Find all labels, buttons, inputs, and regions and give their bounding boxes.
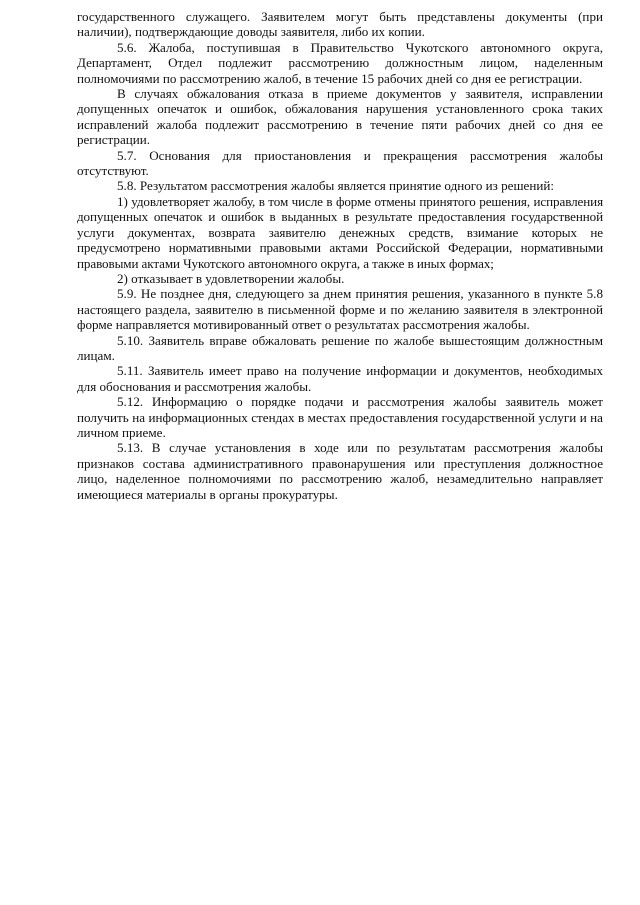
document-page <box>77 9 603 502</box>
paragraph-5-8: 5.8. Результатом рассмотрения жалобы является принятие одного из решений: <box>117 178 555 194</box>
paragraph-5-12: 5.12. Информацию о порядке подачи и рассмотрения жалобы заявитель может получить на информационных стендах в местах предоставления государственной услуги и на личном приеме. <box>77 394 603 440</box>
paragraph-refusal-cases: В случаях обжалования отказа в приеме документов у заявителя, исправлении допущенных опечаток и ошибок, обжалования нарушения установленного срока таких исправлений жалоба подлежит рассмотрению в течение пяти рабочих дней со дня ее регистрации. <box>77 86 603 148</box>
paragraph-5-6: 5.6. Жалоба, поступившая в Правительство Чукотского автономного округа, Департамент, Отдел подлежит рассмотрению должностным лицом, наделенным полномочиями по рассмотрению жалоб, в течение 15 рабочих дней со дня ее регистрации. <box>77 39 603 86</box>
paragraph-5-13: 5.13. В случае установления в ходе или по результатам рассмотрения жалобы признаков состава административного правонарушения или преступления должностное лицо, наделенное полномочиями по рассмотрению жалоб, незамедлительно направляет имеющиеся материалы в органы прокуратуры. <box>77 440 603 502</box>
paragraph-decision-1: 1) удовлетворяет жалобу, в том числе в форме отмены принятого решения, исправления допущенных опечаток и ошибок в выданных в результате предоставления государственной услуги документах, возврата заявителю денежных средств, взимание которых не предусмотрено нормативными правовыми актами Российской Федерации, нормативными правовыми актами Чукотского автономного округа, а также в иных формах; <box>77 193 603 271</box>
paragraph-5-7: 5.7. Основания для приостановления и прекращения рассмотрения жалобы отсутствуют. <box>77 147 603 179</box>
paragraph-5-11: 5.11. Заявитель имеет право на получение информации и документов, необходимых для обоснования и рассмотрения жалобы. <box>77 363 603 394</box>
paragraph-5-9: 5.9. Не позднее дня, следующего за днем принятия решения, указанного в пункте 5.8 настоящего раздела, заявителю в письменной форме и по желанию заявителя в электронной форме направляется мотивированный ответ о результатах рассмотрения жалобы. <box>77 286 603 333</box>
paragraph-decision-2: 2) отказывает в удовлетворении жалобы. <box>117 270 345 286</box>
paragraph-continuation: государственного служащего. Заявителем могут быть представлены документы (при наличии), подтверждающие доводы заявителя, либо их копии. <box>77 9 603 40</box>
paragraph-5-10: 5.10. Заявитель вправе обжаловать решение по жалобе вышестоящим должностным лицам. <box>77 332 603 363</box>
